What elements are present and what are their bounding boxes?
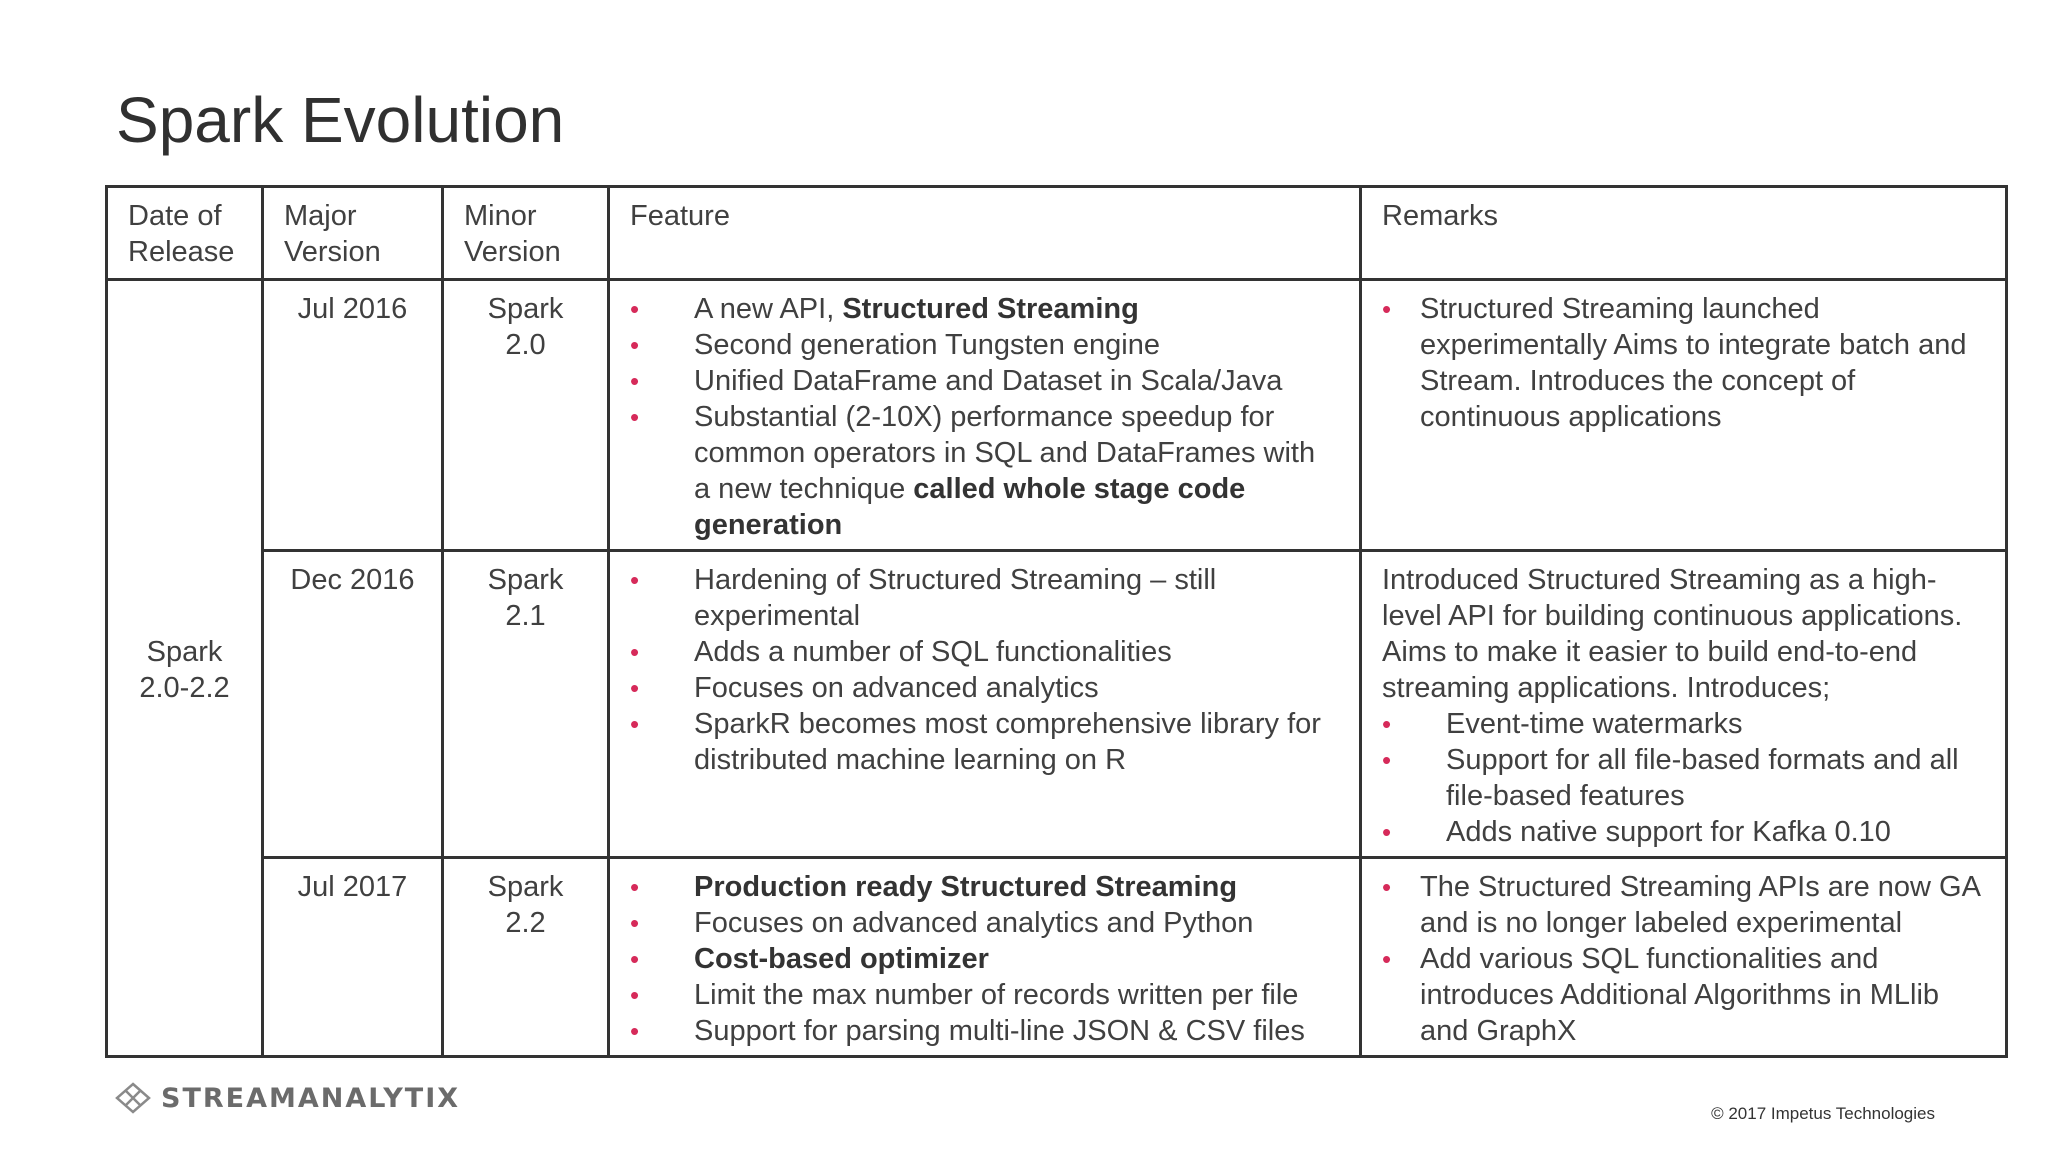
remarks-cell [1361, 551, 2007, 858]
feature-item [630, 363, 1339, 399]
remarks-cell [1361, 280, 2007, 551]
bullet-icon: • [630, 294, 640, 324]
bullet-icon: • [630, 944, 640, 974]
feature-cell [609, 280, 1361, 551]
major-version-cell: Spark 2.0-2.2 [107, 280, 263, 1057]
feature-item [630, 905, 1339, 941]
remarks-list [1382, 869, 1985, 1049]
remark-text: Support for all file-based formats and all file-based features [1446, 744, 1959, 812]
bullet-icon: • [630, 1016, 640, 1046]
bullet-icon: • [630, 908, 640, 938]
header-major-version: Major Version [263, 187, 443, 280]
feature-bold-text: called whole stage code generation [694, 473, 1246, 541]
feature-bold-text: Production ready Structured Streaming [694, 871, 1238, 903]
bullet-icon: • [630, 565, 640, 595]
header-date-of-release: Date of Release [107, 187, 263, 280]
bullet-icon: • [630, 637, 640, 667]
remarks-list [1382, 291, 1985, 435]
bullet-icon: • [630, 872, 640, 902]
remark-text: Structured Streaming launched experimentally Aims to integrate batch and Stream. Introduces the concept of continuous applications [1420, 293, 1967, 433]
bullet-icon: • [630, 709, 640, 739]
remark-text: Event-time watermarks [1446, 708, 1743, 740]
bullet-icon: • [1382, 745, 1392, 775]
minor-version-cell: Spark 2.0 [443, 280, 609, 551]
streamanalytix-logo [113, 1082, 460, 1114]
release-date-cell: Dec 2016 [263, 551, 443, 858]
feature-text: Focuses on advanced analytics and Python [694, 907, 1254, 939]
table-row [107, 280, 2007, 551]
feature-text: Limit the max number of records written per file [694, 979, 1299, 1011]
feature-item [630, 399, 1339, 543]
bullet-icon: • [1382, 709, 1392, 739]
bullet-icon: • [630, 980, 640, 1010]
feature-text: A new API, [694, 293, 843, 325]
feature-text: Hardening of Structured Streaming – still experimental [694, 564, 1217, 632]
remark-item [1382, 742, 1985, 814]
bullet-icon: • [630, 673, 640, 703]
feature-text: Second generation Tungsten engine [694, 329, 1160, 361]
feature-text: Unified DataFrame and Dataset in Scala/Java [694, 365, 1283, 397]
bullet-icon: • [1382, 294, 1392, 324]
copyright-notice: © 2017 Impetus Technologies [1711, 1104, 1935, 1123]
remark-item [1382, 814, 1985, 850]
remarks-intro: Introduced Structured Streaming as a high-level API for building continuous applications. Aims to make it easier to build end-to-end streaming applications. Introduces; [1382, 564, 1963, 704]
feature-cell [609, 858, 1361, 1057]
header-feature: Feature [609, 187, 1361, 280]
feature-list [630, 869, 1339, 1049]
table-header-row [107, 187, 2007, 280]
feature-item [630, 327, 1339, 363]
feature-item [630, 562, 1339, 634]
feature-list [630, 291, 1339, 543]
feature-item [630, 941, 1339, 977]
table-row [107, 858, 2007, 1057]
spark-evolution-table [105, 185, 2008, 1058]
remark-text: Adds native support for Kafka 0.10 [1446, 816, 1891, 848]
bullet-icon: • [630, 366, 640, 396]
remark-item [1382, 869, 1985, 941]
feature-cell [609, 551, 1361, 858]
header-remarks: Remarks [1361, 187, 2007, 280]
feature-text: Substantial (2-10X) performance speedup for common operators in SQL and DataFrames with a new technique [694, 401, 1316, 505]
feature-text: Support for parsing multi-line JSON & CSV files [694, 1015, 1305, 1047]
release-date-cell: Jul 2016 [263, 280, 443, 551]
remark-text: Add various SQL functionalities and introduces Additional Algorithms in MLlib and GraphX [1420, 943, 1940, 1047]
remark-item [1382, 291, 1985, 435]
logo-text: STREAMANALYTIX [161, 1082, 461, 1114]
bullet-icon: • [630, 402, 640, 432]
feature-text: Adds a number of SQL functionalities [694, 636, 1172, 668]
feature-item [630, 670, 1339, 706]
table-row [107, 551, 2007, 858]
feature-item [630, 1013, 1339, 1049]
feature-item [630, 291, 1339, 327]
bullet-icon: • [1382, 817, 1392, 847]
feature-bold-text: Structured Streaming [842, 293, 1139, 325]
remarks-list [1382, 706, 1985, 850]
remark-text: The Structured Streaming APIs are now GA and is no longer labeled experimental [1420, 871, 1980, 939]
release-date-cell: Jul 2017 [263, 858, 443, 1057]
feature-text: SparkR becomes most comprehensive library for distributed machine learning on R [694, 708, 1321, 776]
feature-item [630, 977, 1339, 1013]
remarks-cell [1361, 858, 2007, 1057]
feature-text: Focuses on advanced analytics [694, 672, 1099, 704]
page-title: Spark Evolution [116, 84, 565, 156]
minor-version-cell: Spark 2.2 [443, 858, 609, 1057]
minor-version-cell: Spark 2.1 [443, 551, 609, 858]
streamanalytix-logo-icon [113, 1082, 153, 1114]
feature-list [630, 562, 1339, 778]
feature-bold-text: Cost-based optimizer [694, 943, 989, 975]
feature-item [630, 706, 1339, 778]
feature-item [630, 634, 1339, 670]
bullet-icon: • [630, 330, 640, 360]
remark-item [1382, 941, 1985, 1049]
header-minor-version: Minor Version [443, 187, 609, 280]
feature-item [630, 869, 1339, 905]
bullet-icon: • [1382, 944, 1392, 974]
remark-item [1382, 706, 1985, 742]
bullet-icon: • [1382, 872, 1392, 902]
